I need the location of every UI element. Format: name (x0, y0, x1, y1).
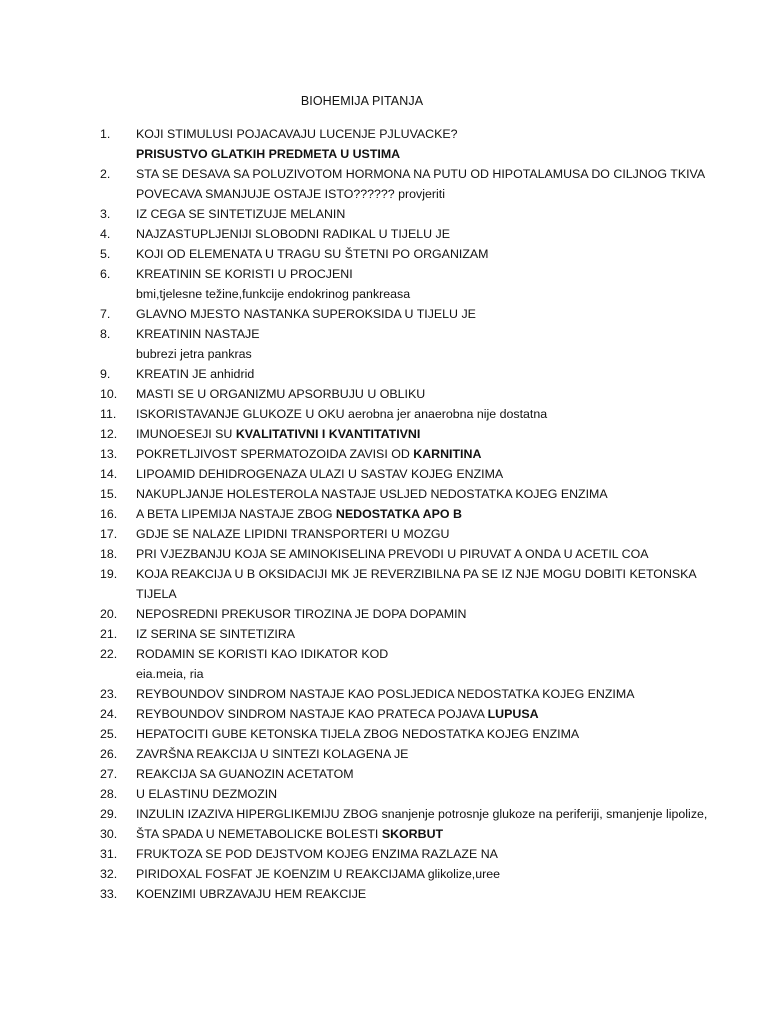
question-number: 3. (100, 207, 111, 221)
question-number: 19. (100, 567, 118, 581)
question-number: 8. (100, 327, 111, 341)
question-number: 14. (100, 467, 118, 481)
question-text-line (136, 564, 708, 604)
question-text: IMUNOESEJI SU (136, 427, 236, 441)
question-number: 15. (100, 487, 118, 501)
question-text-line (136, 464, 708, 484)
question-text-line (136, 384, 708, 404)
question-item (0, 484, 768, 504)
question-number: 20. (100, 607, 118, 621)
question-text: NAJZASTUPLJENIJI SLOBODNI RADIKAL U TIJELU JE (136, 227, 450, 241)
question-number: 10. (100, 387, 118, 401)
question-text-line (136, 324, 708, 344)
question-item (0, 464, 768, 484)
question-item (0, 524, 768, 544)
question-number: 21. (100, 627, 118, 641)
question-number: 4. (100, 227, 111, 241)
question-text-line (136, 624, 708, 644)
question-text: INZULIN IZAZIVA HIPERGLIKEMIJU ZBOG snanjenje potrosnje glukoze na periferiji, smanjenje lipolize, (136, 807, 708, 821)
question-item (0, 764, 768, 784)
question-item (0, 684, 768, 704)
question-item (0, 164, 768, 204)
question-number: 22. (100, 647, 118, 661)
question-item (0, 404, 768, 424)
question-text: KOENZIMI UBRZAVAJU HEM REAKCIJE (136, 887, 367, 901)
question-item (0, 384, 768, 404)
question-item (0, 564, 768, 604)
question-number: 7. (100, 307, 111, 321)
question-text: MASTI SE U ORGANIZMU APSORBUJU U OBLIKU (136, 387, 426, 401)
question-item (0, 364, 768, 384)
question-text: KREATININ SE KORISTI U PROCJENI (136, 267, 353, 281)
question-text: KREATIN JE anhidrid (136, 367, 255, 381)
question-text-line (136, 684, 708, 704)
question-text-line (136, 524, 708, 544)
question-text-line (136, 224, 708, 244)
question-text: POKRETLJIVOST SPERMATOZOIDA ZAVISI OD (136, 447, 414, 461)
question-item (0, 244, 768, 264)
question-number: 6. (100, 267, 111, 281)
question-text-line (136, 804, 708, 824)
question-item (0, 784, 768, 804)
question-text: NAKUPLJANJE HOLESTEROLA NASTAJE USLJED NEDOSTATKA KOJEG ENZIMA (136, 487, 608, 501)
question-item (0, 424, 768, 444)
question-list (0, 124, 768, 904)
question-item (0, 704, 768, 724)
question-text: ZAVRŠNA REAKCIJA U SINTEZI KOLAGENA JE (136, 747, 409, 761)
question-item (0, 264, 768, 304)
question-item (0, 744, 768, 764)
question-item (0, 324, 768, 364)
question-text: KOJA REAKCIJA U B OKSIDACIJI MK JE REVERZIBILNA PA SE IZ NJE MOGU DOBITI KETONSKA TIJELA (136, 567, 697, 601)
question-text-line (136, 744, 708, 764)
question-text: REYBOUNDOV SINDROM NASTAJE KAO PRATECA POJAVA (136, 707, 488, 721)
question-item (0, 724, 768, 744)
question-number: 25. (100, 727, 118, 741)
question-text: ŠTA SPADA U NEMETABOLICKE BOLESTI (136, 827, 382, 841)
question-text-line (136, 824, 708, 844)
question-text-line (136, 484, 708, 504)
question-number: 17. (100, 527, 118, 541)
question-text: STA SE DESAVA SA POLUZIVOTOM HORMONA NA PUTU OD HIPOTALAMUSA DO CILJNOG TKIVA (136, 167, 706, 181)
question-number: 31. (100, 847, 118, 861)
question-text: ISKORISTAVANJE GLUKOZE U OKU aerobna jer anaerobna nije dostatna (136, 407, 548, 421)
question-text-line (136, 164, 708, 184)
question-text: NEPOSREDNI PREKUSOR TIROZINA JE DOPA DOPAMIN (136, 607, 467, 621)
question-text-line (136, 544, 708, 564)
question-text: FRUKTOZA SE POD DEJSTVOM KOJEG ENZIMA RAZLAZE NA (136, 847, 498, 861)
question-number: 30. (100, 827, 118, 841)
question-text: RODAMIN SE KORISTI KAO IDIKATOR KOD (136, 647, 389, 661)
question-text: LIPOAMID DEHIDROGENAZA ULAZI U SASTAV KOJEG ENZIMA (136, 467, 504, 481)
question-item (0, 124, 768, 164)
question-answer: KARNITINA (413, 447, 482, 461)
question-text-line (136, 504, 708, 524)
question-number: 23. (100, 687, 118, 701)
question-item (0, 844, 768, 864)
question-text-line (136, 844, 708, 864)
question-text: GDJE SE NALAZE LIPIDNI TRANSPORTERI U MOZGU (136, 527, 450, 541)
question-text-line (136, 264, 708, 284)
question-text: GLAVNO MJESTO NASTANKA SUPEROKSIDA U TIJELU JE (136, 307, 476, 321)
answer-line: PRISUSTVO GLATKIH PREDMETA U USTIMA (136, 147, 401, 161)
question-text-line (136, 784, 708, 804)
question-text: PIRIDOXAL FOSFAT JE KOENZIM U REAKCIJAMA glikolize,uree (136, 867, 501, 881)
question-text: U ELASTINU DEZMOZIN (136, 787, 278, 801)
question-answer: LUPUSA (487, 707, 539, 721)
question-text-line (136, 604, 708, 624)
question-number: 27. (100, 767, 118, 781)
question-item (0, 864, 768, 884)
question-number: 24. (100, 707, 118, 721)
question-number: 2. (100, 167, 111, 181)
question-number: 18. (100, 547, 118, 561)
question-text-line (136, 244, 708, 264)
question-item (0, 204, 768, 224)
question-number: 13. (100, 447, 118, 461)
question-text-line (136, 304, 708, 324)
question-item (0, 444, 768, 464)
question-number: 33. (100, 887, 118, 901)
question-text-line (136, 404, 708, 424)
question-number: 1. (100, 127, 111, 141)
question-item (0, 804, 768, 824)
question-item (0, 304, 768, 324)
question-text: KOJI STIMULUSI POJACAVAJU LUCENJE PJLUVACKE? (136, 127, 458, 141)
page-title: BIOHEMIJA PITANJA (300, 94, 424, 108)
question-text-line (136, 444, 708, 464)
question-answer: KVALITATIVNI I KVANTITATIVNI (235, 427, 421, 441)
question-number: 5. (100, 247, 111, 261)
question-text-line (136, 204, 708, 224)
question-number: 32. (100, 867, 118, 881)
answer-line: eia.meia, ria (136, 667, 204, 681)
question-number: 29. (100, 807, 118, 821)
question-number: 12. (100, 427, 118, 441)
question-text-line (136, 364, 708, 384)
question-text: KOJI OD ELEMENATA U TRAGU SU ŠTETNI PO ORGANIZAM (136, 247, 489, 261)
question-text-line (136, 424, 708, 444)
question-text-line (136, 864, 708, 884)
question-text-line (136, 764, 708, 784)
question-answer: NEDOSTATKA APO B (335, 507, 462, 521)
question-text-line (136, 704, 708, 724)
question-text: IZ SERINA SE SINTETIZIRA (136, 627, 296, 641)
question-text: KREATININ NASTAJE (136, 327, 260, 341)
question-item (0, 504, 768, 524)
question-text-line (136, 124, 708, 144)
question-text-line (136, 884, 708, 904)
question-answer: SKORBUT (381, 827, 444, 841)
question-item (0, 644, 768, 684)
answer-line: bmi,tjelesne težine,funkcije endokrinog pankreasa (136, 287, 411, 301)
question-number: 16. (100, 507, 118, 521)
question-text: A BETA LIPEMIJA NASTAJE ZBOG (136, 507, 336, 521)
question-text: IZ CEGA SE SINTETIZUJE MELANIN (136, 207, 346, 221)
question-item (0, 824, 768, 844)
answer-line: POVECAVA SMANJUJE OSTAJE ISTO?????? provjeriti (136, 187, 445, 201)
question-text-line (136, 644, 708, 664)
question-item (0, 224, 768, 244)
question-text: REYBOUNDOV SINDROM NASTAJE KAO POSLJEDICA NEDOSTATKA KOJEG ENZIMA (136, 687, 635, 701)
question-item (0, 604, 768, 624)
question-text-line (136, 724, 708, 744)
question-text: HEPATOCITI GUBE KETONSKA TIJELA ZBOG NEDOSTATKA KOJEG ENZIMA (136, 727, 580, 741)
question-text: REAKCIJA SA GUANOZIN ACETATOM (136, 767, 354, 781)
question-text: PRI VJEZBANJU KOJA SE AMINOKISELINA PREVODI U PIRUVAT A ONDA U ACETIL COA (136, 547, 649, 561)
question-item (0, 544, 768, 564)
question-item (0, 884, 768, 904)
question-number: 28. (100, 787, 118, 801)
question-number: 9. (100, 367, 111, 381)
question-item (0, 624, 768, 644)
answer-line: bubrezi jetra pankras (136, 347, 252, 361)
question-number: 11. (100, 407, 117, 421)
question-number: 26. (100, 747, 118, 761)
